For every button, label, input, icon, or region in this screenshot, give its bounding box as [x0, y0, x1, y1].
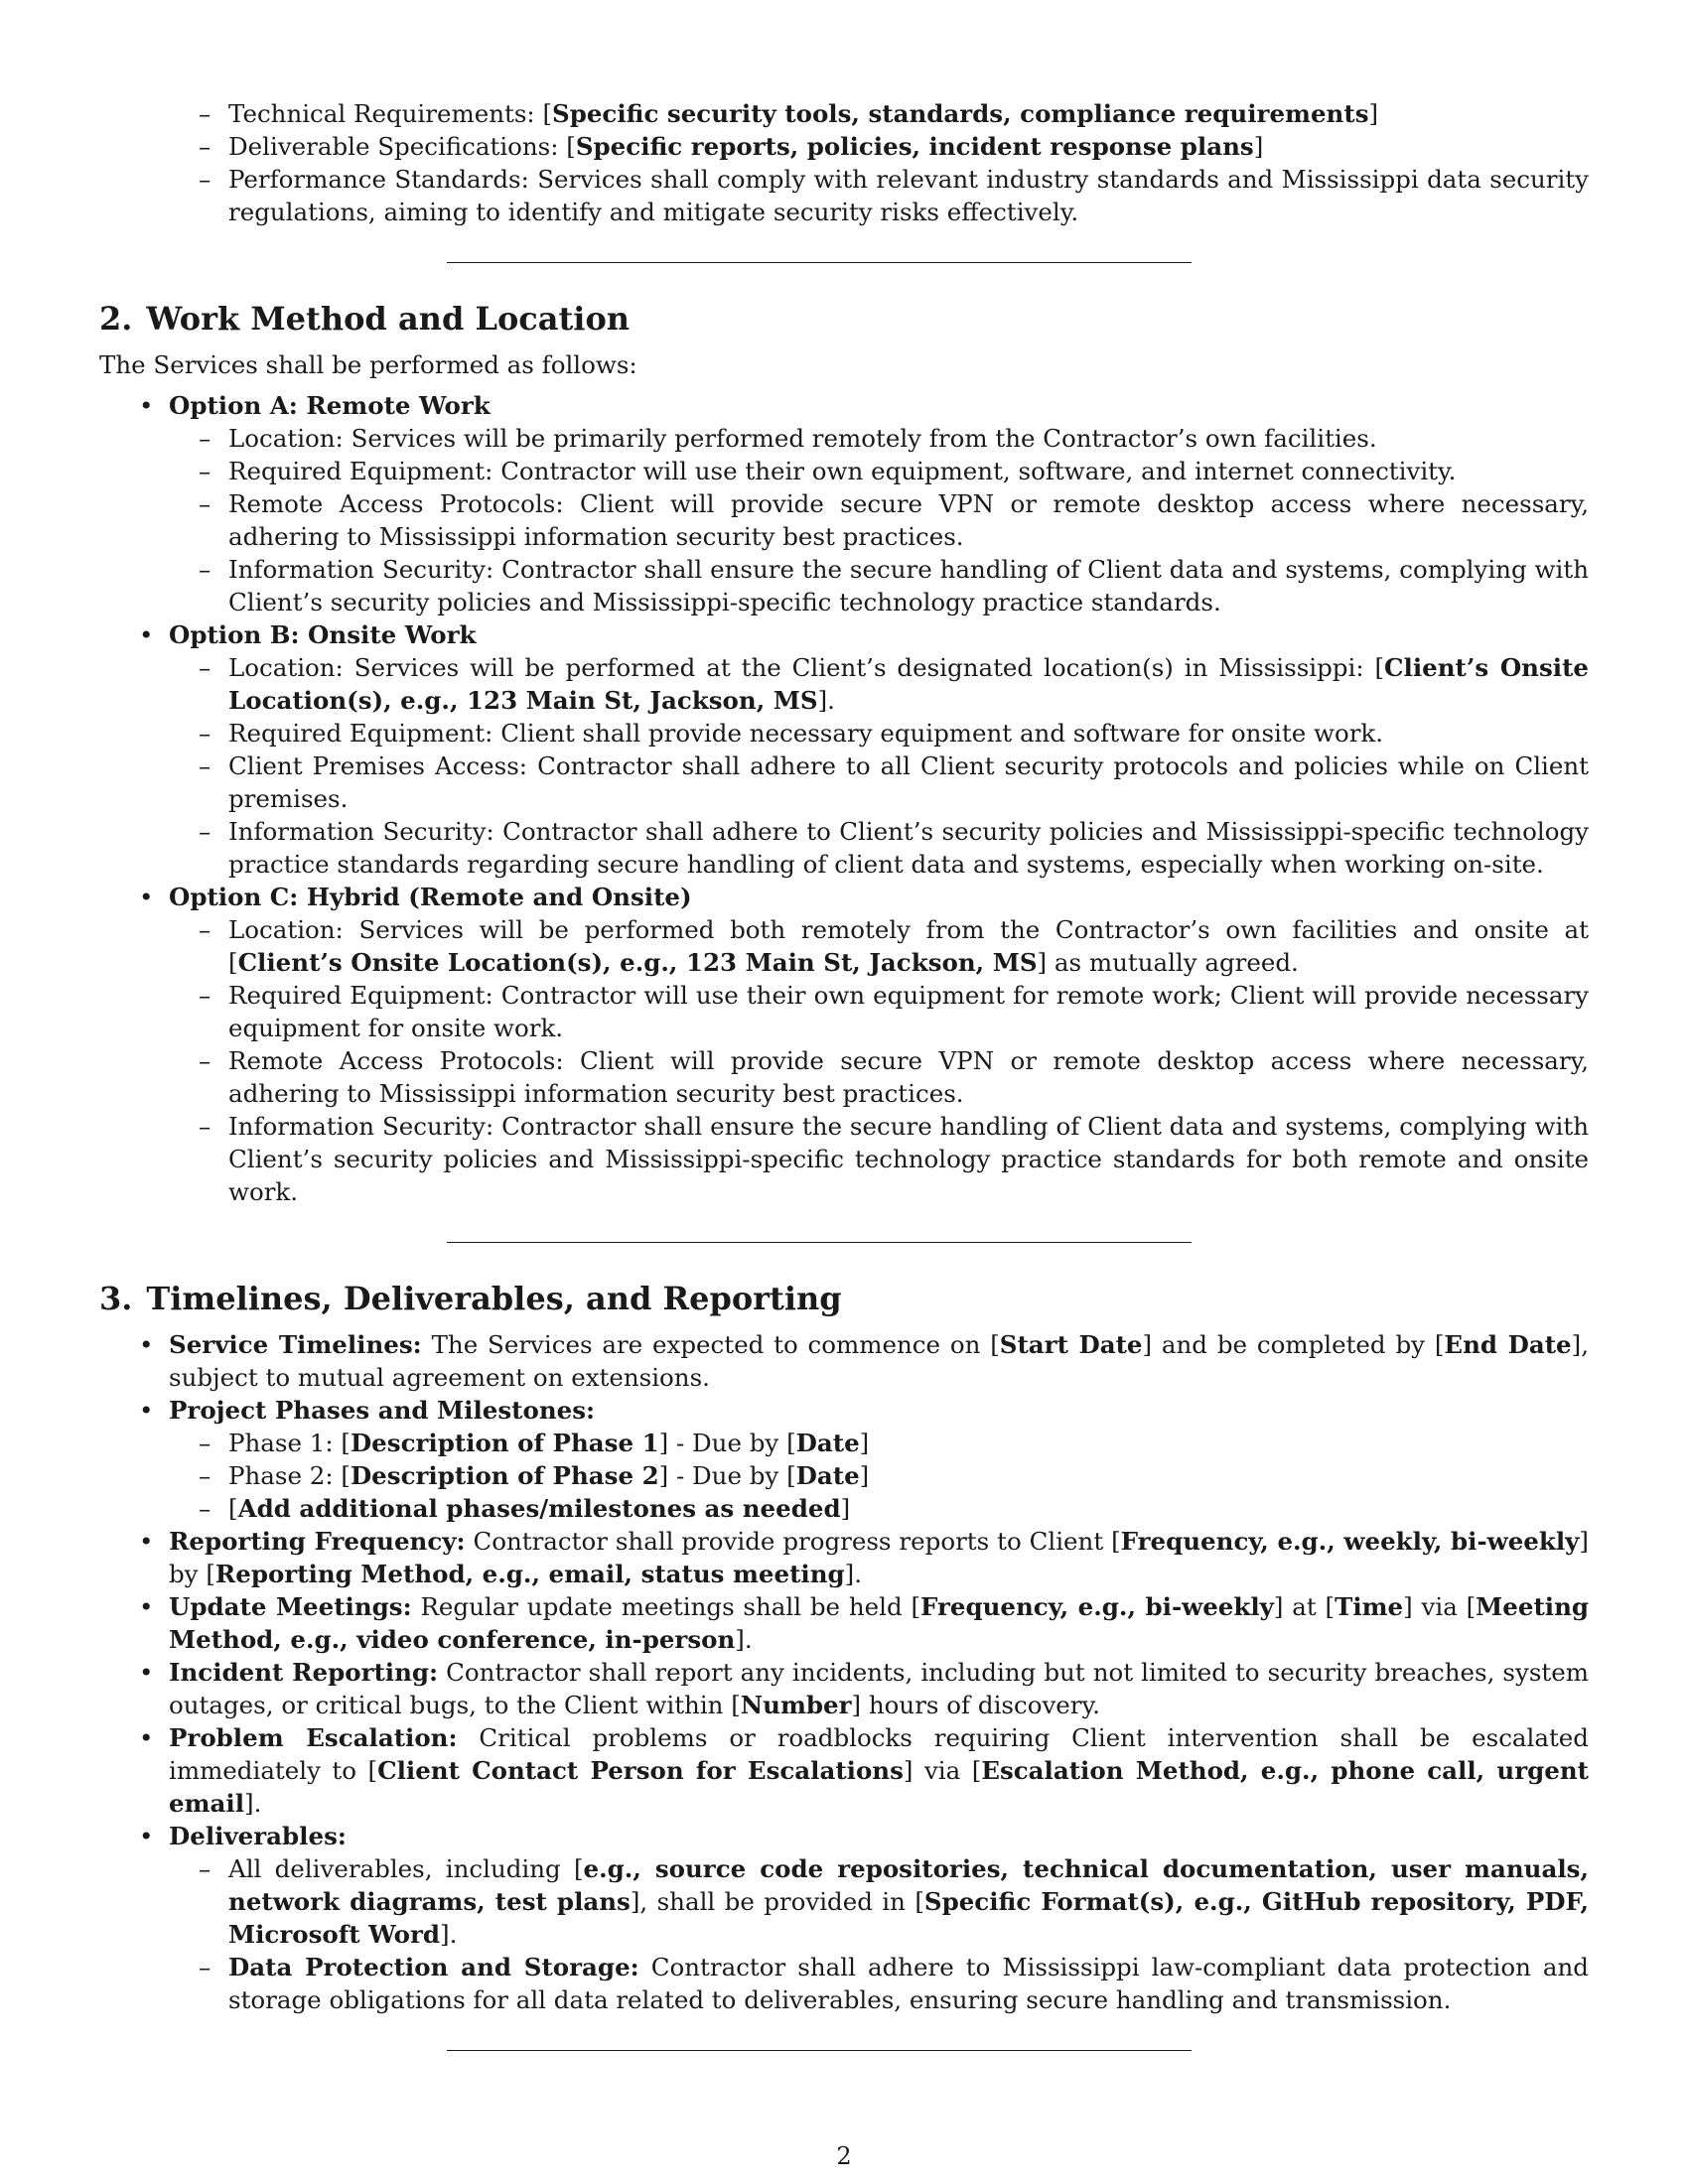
list-item: – Client Premises Access: Contractor shall adhere to all Client security protocols and policies while on Client premises.: [169, 750, 1589, 815]
list-item: – Remote Access Protocols: Client will provide secure VPN or remote desktop access where necessary, adhering to Mississippi information security best practices.: [169, 487, 1589, 553]
section-divider: [447, 262, 1192, 263]
list-item: – Required Equipment: Contractor will use their own equipment for remote work; Client will provide necessary equipment for onsite work.: [169, 979, 1589, 1044]
list-item: – Location: Services will be primarily performed remotely from the Contractor’s own facilities.: [169, 422, 1589, 455]
list-item: – Information Security: Contractor shall ensure the secure handling of Client data and systems, complying with Client’s security policies and Mississippi-specific technology practice standards.: [169, 553, 1589, 618]
list-item: – Phase 1: [Description of Phase 1] - Due by [Date]: [169, 1427, 1589, 1459]
list-item: – [Add additional phases/milestones as needed]: [169, 1492, 1589, 1525]
list-item: – Location: Services will be performed at the Client’s designated location(s) in Mississippi: [Client’s Onsite Location(s), e.g., 123 Main St, Jackson, MS].: [169, 651, 1589, 717]
list-item: – Deliverable Specifications: [Specific reports, policies, incident response plans]: [99, 130, 1589, 163]
list-item: • Service Timelines: The Services are expected to commence on [Start Date] and be completed by [End Date], subject to mutual agreement on extensions.: [99, 1328, 1589, 1394]
list-item: – Phase 2: [Description of Phase 2] - Due by [Date]: [169, 1459, 1589, 1492]
section-3: [99, 1279, 1589, 2016]
list-item: – All deliverables, including [e.g., source code repositories, technical documentation, user manuals, network diagrams, test plans], shall be provided in [Specific Format(s), e.g., GitHub repository, PDF, Microsoft Word].: [169, 1852, 1589, 1951]
section1-continued-list: [99, 97, 1589, 228]
section-divider: [447, 1242, 1192, 1243]
list-item: – Information Security: Contractor shall adhere to Client’s security policies and Mississippi-specific technology practice standards regarding secure handling of client data and systems, especially when working on-site.: [169, 815, 1589, 881]
option-b: • Option B: Onsite Work – Location: Services will be performed at the Client’s designated location(s) in Mississippi: [Client’s Onsite Location(s), e.g., 123 Main St, Jackson, MS]. – Required Equipment: Client shall provide necessary equipment and software for onsite work. – Client Premises Access: Contractor shall adhere to all Client security protocols and policies while on Client premises. – Information Security: Contractor shall adhere to Client’s security policies and Mississippi-specific technology practice standards regarding secure handling of client data and systems, especially when working on-site.: [99, 618, 1589, 881]
options-list: [99, 389, 1589, 1208]
list-item: – Required Equipment: Client shall provide necessary equipment and software for onsite work.: [169, 717, 1589, 750]
section-intro: The Services shall be performed as follows:: [99, 350, 637, 379]
list-item: • Reporting Frequency: Contractor shall provide progress reports to Client [Frequency, e.g., weekly, bi-weekly] by [Reporting Method, e.g., email, status meeting].: [99, 1525, 1589, 1590]
section-divider: [447, 2050, 1192, 2051]
list-item: • Deliverables: – All deliverables, including [e.g., source code repositories, technical documentation, user manuals, network diagrams, test plans], shall be provided in [Specific Format(s), e.g., GitHub repository, PDF, Microsoft Word]. – Data Protection and Storage: Contractor shall adhere to Mississippi law-compliant data protection and storage obligations for all data related to deliverables, ensuring secure handling and transmission.: [99, 1820, 1589, 2016]
page-number: 2: [836, 2142, 852, 2170]
option-a: • Option A: Remote Work – Location: Services will be primarily performed remotely from the Contractor’s own facilities. – Required Equipment: Contractor will use their own equipment, software, and internet connectivity. – Remote Access Protocols: Client will provide secure VPN or remote desktop access where necessary, adhering to Mississippi information security best practices. – Information Security: Contractor shall ensure the secure handling of Client data and systems, complying with Client’s security policies and Mississippi-specific technology practice standards.: [99, 389, 1589, 618]
list-item: – Required Equipment: Contractor will use their own equipment, software, and internet connectivity.: [169, 455, 1589, 487]
list-item: – Data Protection and Storage: Contractor shall adhere to Mississippi law-compliant data protection and storage obligations for all data related to deliverables, ensuring secure handling and transmission.: [169, 1951, 1589, 2016]
list-item: – Information Security: Contractor shall ensure the secure handling of Client data and systems, complying with Client’s security policies and Mississippi-specific technology practice standards for both remote and onsite work.: [169, 1110, 1589, 1208]
section3-list: [99, 1328, 1589, 2016]
list-item: – Location: Services will be performed both remotely from the Contractor’s own facilities and onsite at [Client’s Onsite Location(s), e.g., 123 Main St, Jackson, MS] as mutually agreed.: [169, 913, 1589, 979]
list-item: – Remote Access Protocols: Client will provide secure VPN or remote desktop access where necessary, adhering to Mississippi information security best practices.: [169, 1044, 1589, 1110]
list-item: – Performance Standards: Services shall comply with relevant industry standards and Mississippi data security regulations, aiming to identify and mitigate security risks effectively.: [99, 163, 1589, 228]
section-heading: 2. Work Method and Location: [99, 300, 631, 338]
document-page: [99, 97, 1589, 2051]
option-c: • Option C: Hybrid (Remote and Onsite) – Location: Services will be performed both remotely from the Contractor’s own facilities and onsite at [Client’s Onsite Location(s), e.g., 123 Main St, Jackson, MS] as mutually agreed. – Required Equipment: Contractor will use their own equipment for remote work; Client will provide necessary equipment for onsite work. – Remote Access Protocols: Client will provide secure VPN or remote desktop access where necessary, adhering to Mississippi information security best practices. – Information Security: Contractor shall ensure the secure handling of Client data and systems, complying with Client’s security policies and Mississippi-specific technology practice standards for both remote and onsite work.: [99, 881, 1589, 1208]
section-heading: 3. Timelines, Deliverables, and Reporting: [99, 1280, 842, 1317]
list-item: • Incident Reporting: Contractor shall report any incidents, including but not limited to security breaches, system outages, or critical bugs, to the Client within [Number] hours of discovery.: [99, 1656, 1589, 1721]
section-2: [99, 299, 1589, 1208]
list-item: – Technical Requirements: [Specific security tools, standards, compliance requirements]: [99, 97, 1589, 130]
list-item: • Project Phases and Milestones: – Phase 1: [Description of Phase 1] - Due by [Date] – Phase 2: [Description of Phase 2] - Due by [Date] – [Add additional phases/milestones as needed]: [99, 1394, 1589, 1525]
list-item: • Problem Escalation: Critical problems or roadblocks requiring Client intervention shall be escalated immediately to [Client Contact Person for Escalations] via [Escalation Method, e.g., phone call, urgent email].: [99, 1721, 1589, 1820]
list-item: • Update Meetings: Regular update meetings shall be held [Frequency, e.g., bi-weekly] at [Time] via [Meeting Method, e.g., video conference, in-person].: [99, 1590, 1589, 1656]
